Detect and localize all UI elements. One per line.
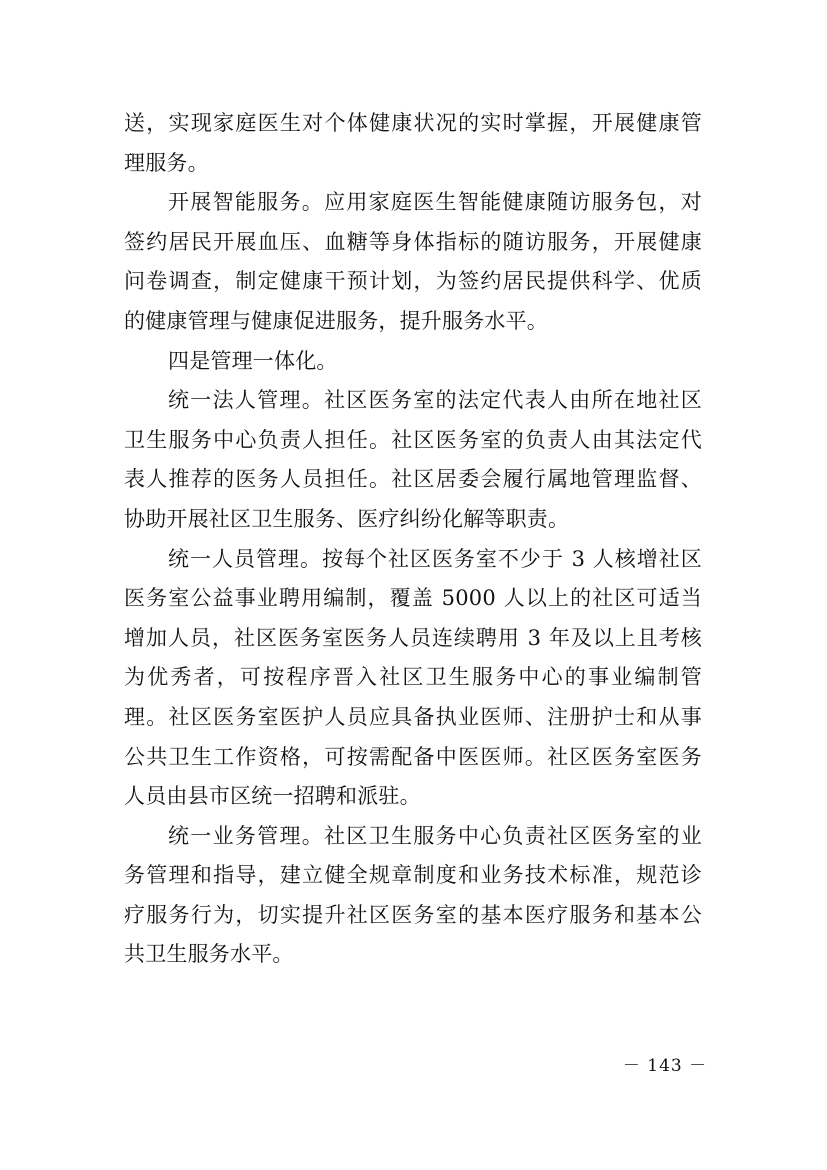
paragraph-first-line: 统一人员管理。按每个社区医务室不少于 3 人核增社区 [168,546,702,571]
text-line: 人员由县市区统一招聘和派驻。 [124,784,421,809]
text-line: 签约居民开展血压、血糖等身体指标的随访服务，开展健康 [124,229,702,254]
text-line: 协助开展社区卫生服务、医疗纠纷化解等职责。 [124,506,570,531]
text-line: 公共卫生工作资格，可按需配备中医医师。社区医务室医务 [124,744,702,769]
text-line: 卫生服务中心负责人担任。社区医务室的负责人由其法定代 [124,427,702,452]
paragraph-first-line: 统一法人管理。社区医务室的法定代表人由所在地社区 [168,388,702,413]
text-line: 理。社区医务室医护人员应具备执业医师、注册护士和从事 [124,704,702,729]
text-line: 为优秀者，可按程序晋入社区卫生服务中心的事业编制管 [124,665,702,690]
text-line: 共卫生服务水平。 [124,942,294,967]
text-line: 理服务。 [124,150,209,175]
text-line: 问卷调查，制定健康干预计划，为签约居民提供科学、优质 [124,269,702,294]
text-line: 医务室公益事业聘用编制，覆盖 5000 人以上的社区可适当 [124,586,702,611]
paragraph-first-line: 开展智能服务。应用家庭医生智能健康随访服务包，对 [168,190,702,215]
text-line: 的健康管理与健康促进服务，提升服务水平。 [124,308,548,333]
page-number: － 143 － [622,1056,708,1076]
paragraph-first-line: 统一业务管理。社区卫生服务中心负责社区医务室的业 [168,823,702,848]
text-line: 表人推荐的医务人员担任。社区居委会履行属地管理监督、 [124,467,702,492]
text-line: 务管理和指导，建立健全规章制度和业务技术标准，规范诊 [124,863,702,888]
text-line: 送，实现家庭医生对个体健康状况的实时掌握，开展健康管 [124,111,702,135]
text-line: 疗服务行为，切实提升社区医务室的基本医疗服务和基本公 [124,902,702,927]
text-line: 增加人员，社区医务室医务人员连续聘用 3 年及以上且考核 [124,625,702,650]
body-text [124,104,702,975]
section-heading: 四是管理一体化。 [168,348,338,373]
